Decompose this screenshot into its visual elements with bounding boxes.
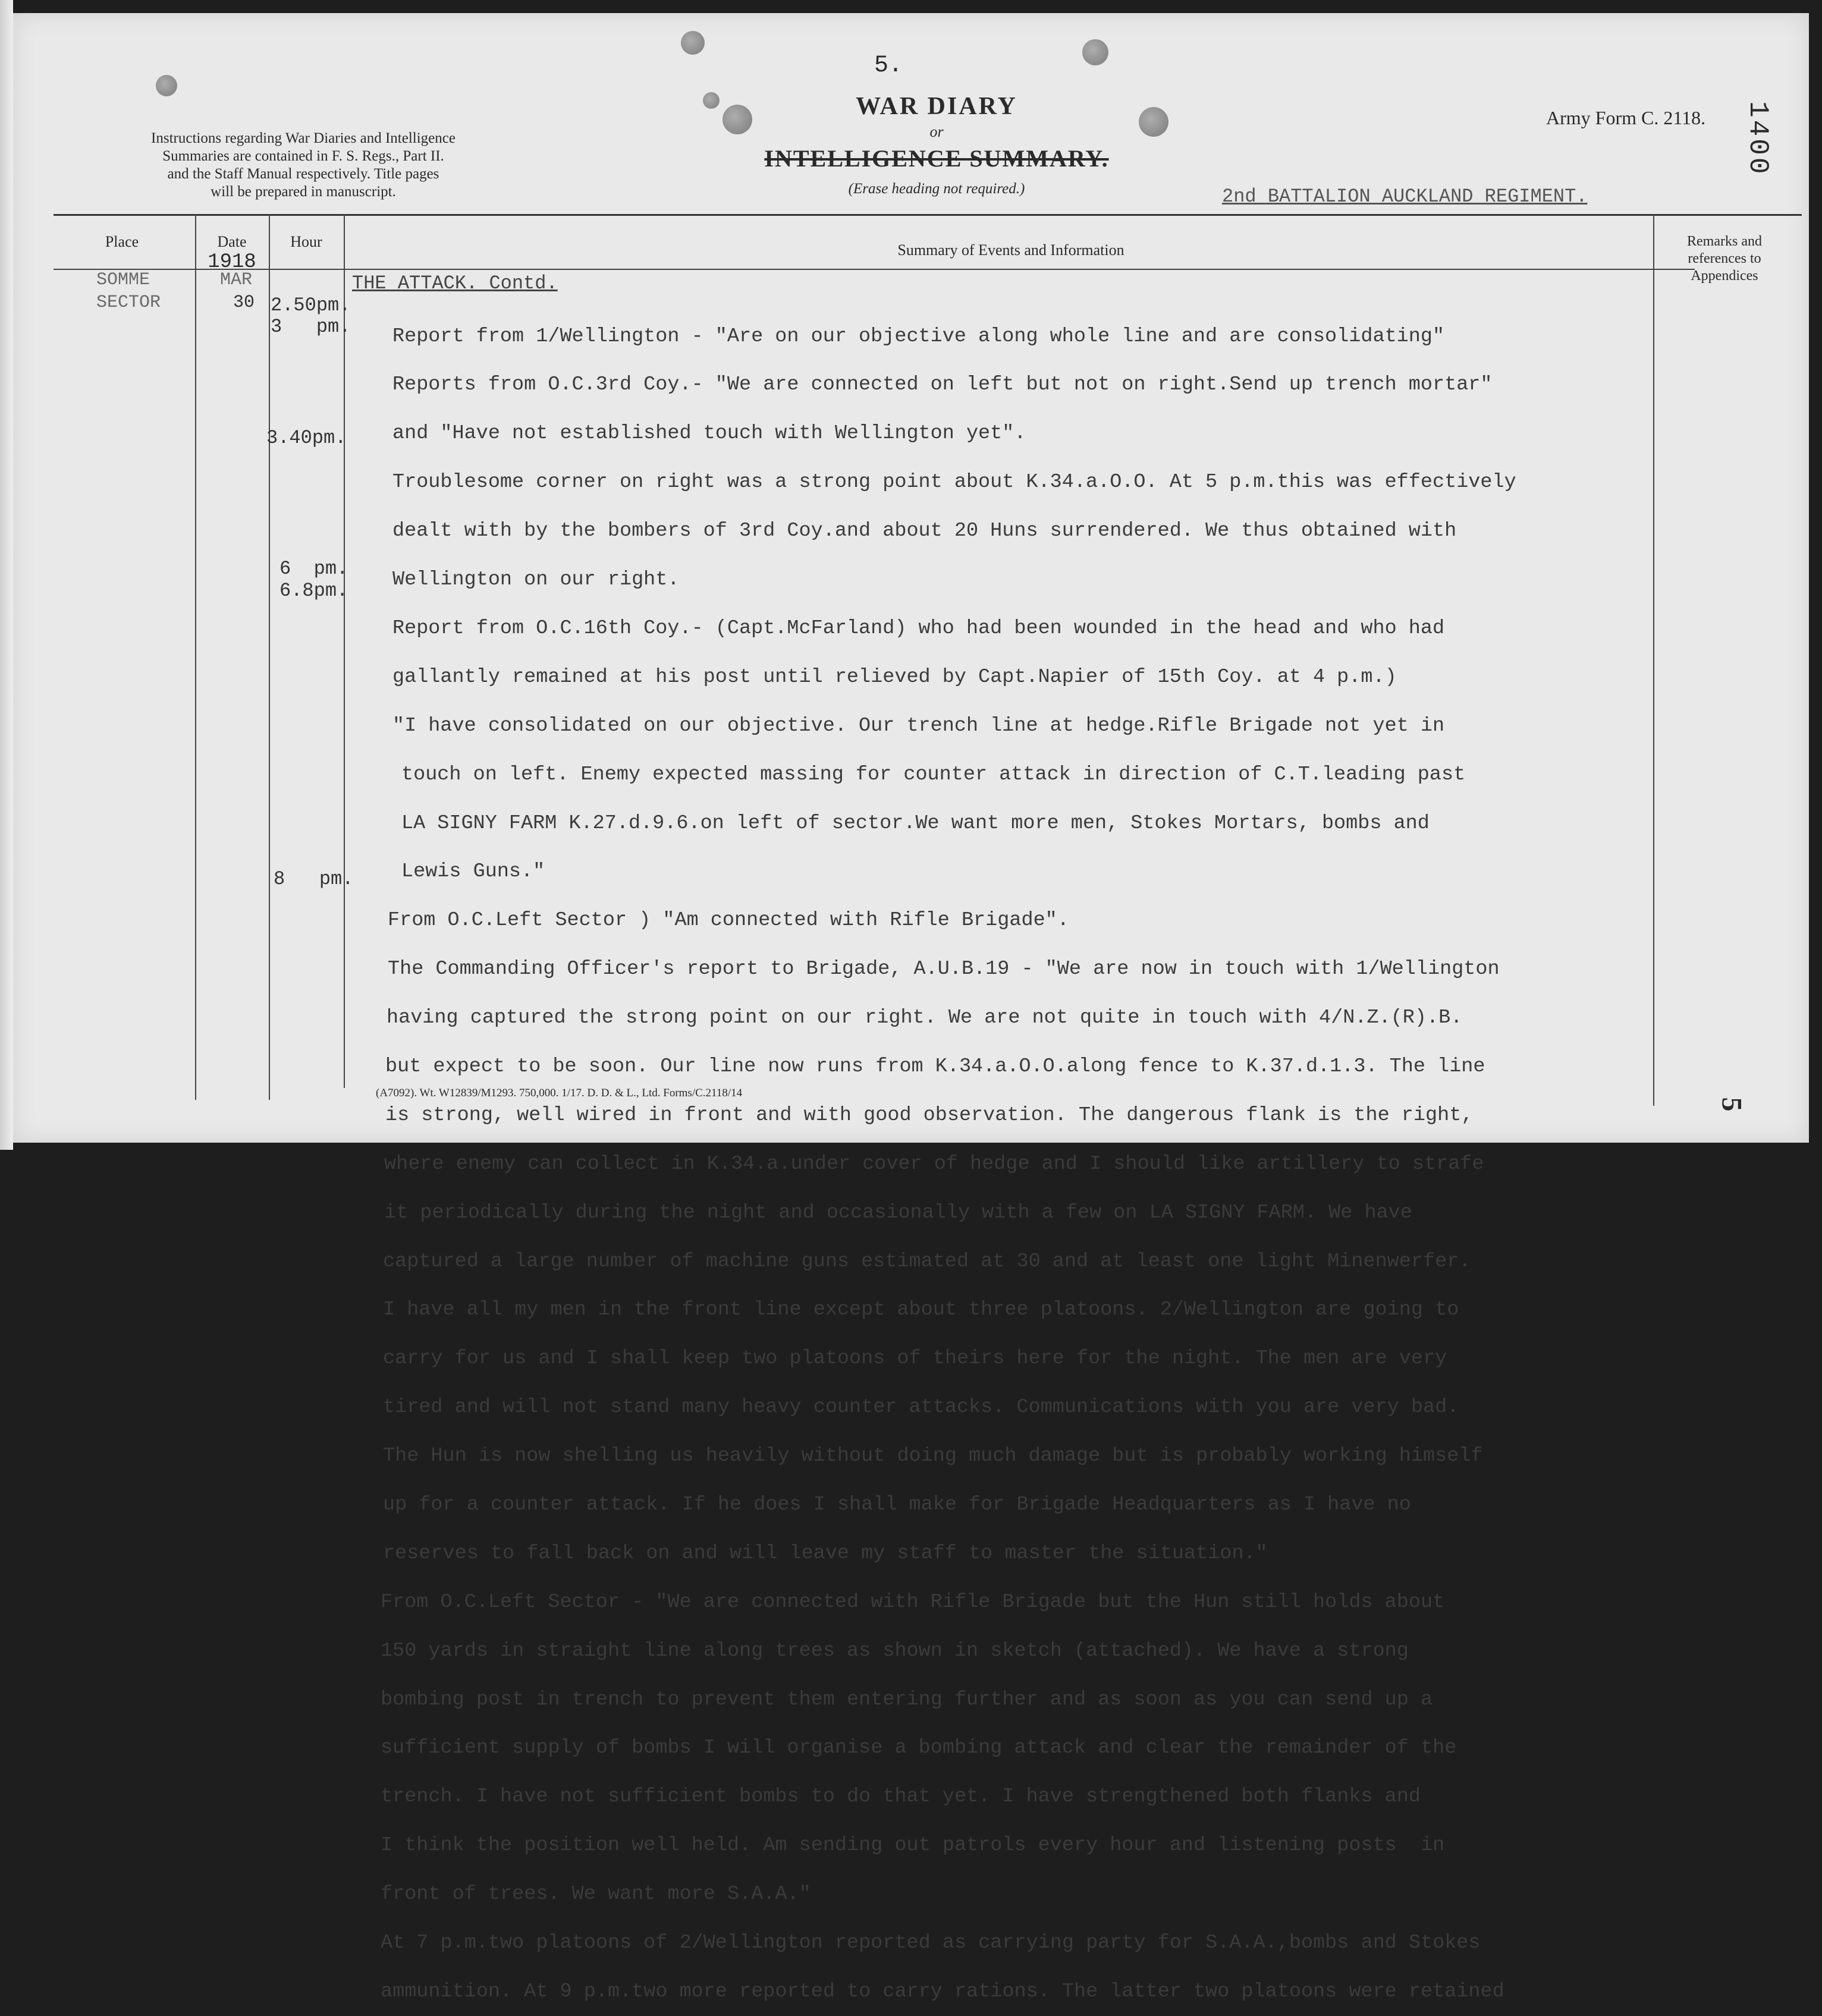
document-title: WAR DIARY [856,93,1017,120]
column-header-hour: Hour [290,233,322,250]
narrative-line: At 7 p.m.two platoons of 2/Wellington reported as carrying party for S.A.A.,bombs and Stokes [381,1931,1481,1954]
narrative-line: I think the position well held. Am sending out patrols every hour and listening posts in [381,1834,1445,1857]
narrative-line: where enemy can collect in K.34.a.under cover of hedge and I should like artillery to strafe [384,1152,1484,1175]
place-line: SOMME [96,270,150,290]
narrative-line: touch on left. Enemy expected massing for counter attack in direction of C.T.leading past [401,763,1466,786]
page-edge [0,0,13,1150]
column-divider [269,214,270,1100]
date-label: Date [217,233,247,250]
narrative-line: gallantly remained at his post until relieved by Capt.Napier of 15th Coy. at 4 p.m.) [392,665,1397,688]
hour-entry: 2.50pm. [271,294,351,316]
punch-hole [681,31,705,55]
narrative-line: but expect to be soon. Our line now runs from K.34.a.O.O.along fence to K.37.d.1.3. The line [385,1055,1485,1078]
hour-entry: 8 pm. [274,868,354,890]
narrative-line: Reports from O.C.3rd Coy.- "We are connected on left but not on right.Send up trench mortar" [392,373,1493,397]
punch-hole [1082,39,1108,65]
instructions-line: will be prepared in manuscript. [211,184,396,200]
narrative-line: The Hun is now shelling us heavily without doing much damage but is probably working himself [383,1445,1483,1468]
page-number: 5. [874,52,903,79]
place-line: SECTOR [96,293,161,313]
column-divider [195,214,196,1100]
narrative-line: carry for us and I shall keep two platoons of theirs here for the night. The men are very [383,1347,1447,1370]
table-header-rule [54,269,1695,270]
narrative-line: and "Have not established touch with Wellington yet". [392,422,1026,445]
title-or: or [929,123,944,140]
narrative-line: From O.C.Left Sector - "We are connected with Rifle Brigade but the Hun still holds about [381,1590,1445,1614]
hour-entry: 6 pm. [279,558,348,580]
hour-entry: 3.40pm. [266,427,347,449]
narrative-line: it periodically during the night and occasionally with a few on LA SIGNY FARM. We have [384,1201,1412,1224]
narrative-line: LA SIGNY FARM K.27.d.9.6.on left of sector.We want more men, Stokes Mortars, bombs and [401,812,1430,835]
section-heading: THE ATTACK. Contd. [352,272,558,294]
narrative-line: Report from 1/Wellington - "Are on our objective along whole line and are consolidating" [392,325,1445,348]
instructions-line: and the Staff Manual respectively. Title pages [167,166,439,182]
hour-entry: 6.8pm. [279,580,348,602]
narrative-line: trench. I have not sufficient bombs to do that yet. I have strengthened both flanks and [381,1785,1421,1809]
narrative-line: Report from O.C.16th Coy.- (Capt.McFarland) who had been wounded in the head and who had [392,617,1445,640]
narrative-line: having captured the strong point on our right. We are not quite in touch with 4/N.Z.(R).B. [387,1007,1463,1030]
remarks-line: Remarks and [1687,234,1762,249]
narrative-line: tired and will not stand many heavy counter attacks. Communications with you are very bad. [383,1396,1459,1419]
narrative-line: front of trees. We want more S.A.A." [381,1883,811,1906]
year-label: 1918 [208,251,256,273]
printer-imprint: (A7092). Wt. W12839/M1293. 750,000. 1/17. D. D. & L., Ltd. Forms/C.2118/14 [376,1087,743,1099]
narrative-line: From O.C.Left Sector ) "Am connected with Rifle Brigade". [388,909,1069,932]
narrative-line: "I have consolidated on our objective. Our trench line at hedge.Rifle Brigade not yet in [392,714,1445,737]
narrative-line: is strong, well wired in front and with good observation. The dangerous flank is the right, [385,1103,1474,1127]
column-header-summary: Summary of Events and Information [897,241,1124,259]
remarks-line: Appendices [1691,268,1758,284]
narrative-line: Wellington on our right. [392,568,680,592]
narrative-line: bombing post in trench to prevent them entering further and as soon as you can send up a [381,1688,1433,1711]
column-header-remarks [1659,233,1790,285]
narrative-line: The Commanding Officer's report to Brigade, A.U.B.19 - "We are now in touch with 1/Wellington [388,958,1500,981]
instructions-line: Instructions regarding War Diaries and Intelligence [151,130,455,146]
document-subtitle-struck: INTELLIGENCE SUMMARY. [764,145,1109,172]
instructions-note [89,130,517,201]
summary-narrative [381,296,1659,2016]
narrative-line: Troublesome corner on right was a strong point about K.34.a.O.O. At 5 p.m.this was effectively [392,471,1516,494]
hour-entry: 3 pm. [271,316,351,338]
narrative-line: 150 yards in straight line along trees as shown in sketch (attached). We have a strong [381,1639,1409,1662]
column-header-date [199,233,265,273]
column-header-place: Place [105,233,139,250]
punch-hole [156,75,177,96]
narrative-line: reserves to fall back on and will leave my staff to master the situation." [383,1542,1268,1565]
erase-note: (Erase heading not required.) [848,181,1025,197]
corner-mark: 5 [1716,1097,1748,1112]
narrative-line: captured a large number of machine guns estimated at 30 and at least one light Minenwerfer. [383,1250,1471,1273]
narrative-line: up for a counter attack. If he does I shall make for Brigade Headquarters as I have no [383,1493,1411,1516]
column-divider [344,214,345,1088]
reference-number: 1400 [1742,101,1773,177]
unit-name: 2nd BATTALION AUCKLAND REGIMENT. [1222,185,1588,207]
month-cell: MAR [220,270,253,290]
remarks-line: references to [1688,251,1761,266]
place-cell [96,269,161,314]
narrative-line: ammunition. At 9 p.m.two more reported to carry rations. The latter two platoons were retained [381,1980,1504,2003]
instructions-line: Summaries are contained in F. S. Regs., Part II. [162,148,444,164]
title-block [714,92,1160,197]
army-form-number: Army Form C. 2118. [1546,107,1706,128]
table-top-rule [54,214,1802,216]
narrative-line: Lewis Guns." [401,860,545,883]
narrative-line: I have all my men in the front line except about three platoons. 2/Wellington are going to [383,1298,1459,1322]
narrative-line: dealt with by the bombers of 3rd Coy.and about 20 Huns surrendered. We thus obtained with [392,520,1457,543]
day-cell: 30 [233,293,255,313]
narrative-line: sufficient supply of bombs I will organise a bombing attack and clear the remainder of the [381,1737,1457,1760]
